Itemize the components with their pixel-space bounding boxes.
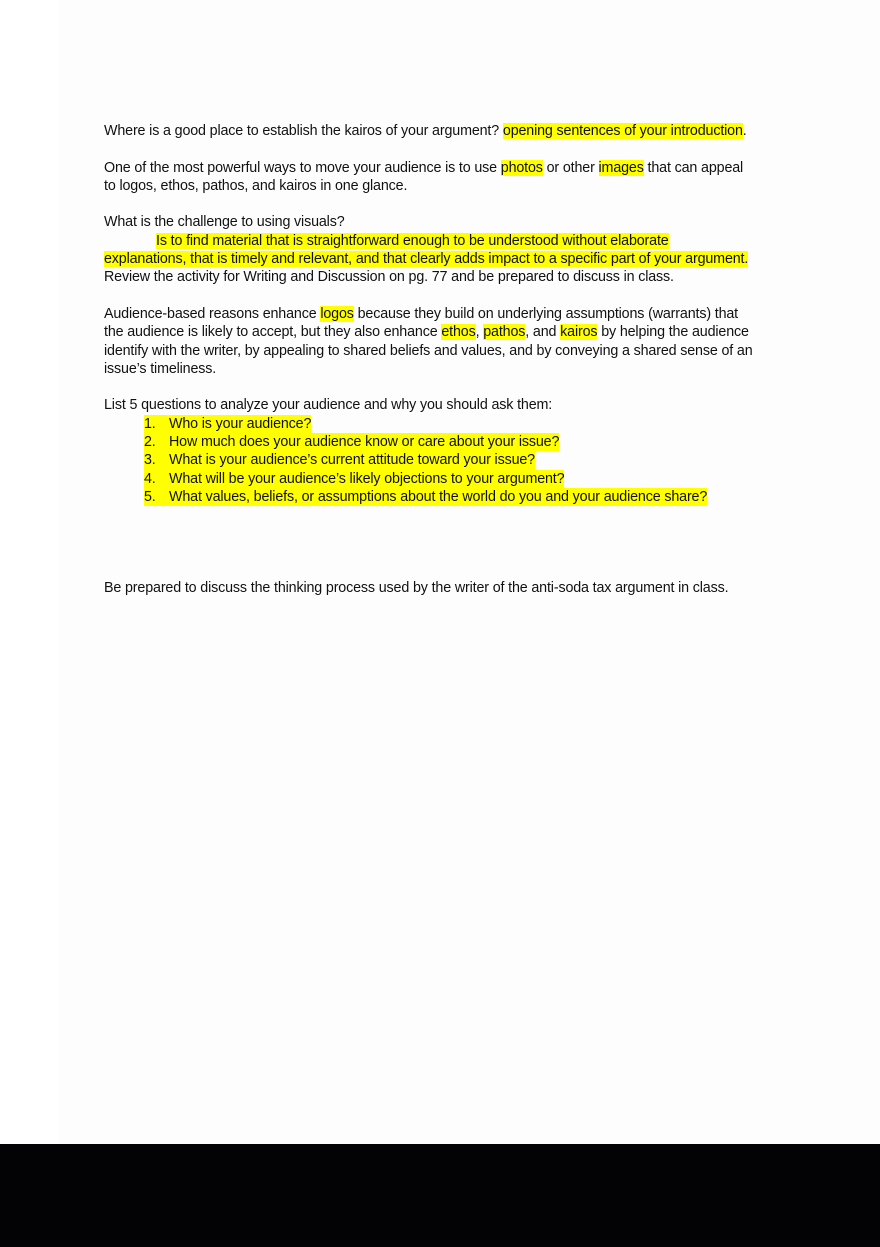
list-item-text: What values, beliefs, or assumptions about the world do you and your audience share?: [169, 488, 708, 505]
text-run: , and: [525, 324, 561, 341]
logos-highlight: logos: [320, 305, 354, 322]
kairos-highlight: kairos: [560, 324, 598, 341]
challenge-answer-highlight: explanations, that is timely and relevant, and that clearly adds impact to a specific part of your argument.: [104, 251, 749, 268]
pathos-highlight: pathos: [483, 324, 526, 341]
text-run: because they build on underlying assumptions (warrants) that: [353, 305, 738, 322]
challenge-answer-line-1: [104, 232, 784, 250]
visuals-paragraph-line-2: to logos, ethos, pathos, and kairos in one glance.: [104, 177, 408, 194]
list-item-text: Who is your audience?: [169, 415, 312, 432]
text-run: Audience-based reasons enhance: [104, 305, 321, 322]
list-item: [144, 451, 784, 469]
text-run: One of the most powerful ways to move your audience is to use: [104, 159, 501, 176]
text-run: ,: [475, 324, 484, 341]
list-item: [144, 470, 784, 488]
text-run: by helping the audience: [597, 324, 749, 341]
list-item-text: What will be your audience’s likely objections to your argument?: [169, 470, 565, 487]
audience-questions-list: [144, 415, 784, 506]
period: .: [742, 123, 747, 139]
audience-reasons-line-2: [104, 323, 784, 341]
visuals-paragraph-line-1: [104, 159, 784, 177]
challenge-answer-line-2: [104, 250, 784, 268]
audience-reasons-line-1: [104, 305, 784, 323]
ethos-highlight: ethos: [441, 324, 476, 341]
photos-highlight: photos: [500, 159, 543, 176]
list-number: 5.: [144, 488, 156, 505]
list-item-text: How much does your audience know or care about your issue?: [169, 434, 560, 451]
challenge-question: What is the challenge to using visuals?: [104, 214, 345, 231]
list-number: 1.: [144, 415, 156, 432]
list-number: 4.: [144, 470, 156, 487]
review-activity-note: Review the activity for Writing and Discussion on pg. 77 and be prepared to discuss in class.: [104, 269, 674, 286]
page-margin: [0, 0, 58, 1144]
images-highlight: images: [598, 159, 644, 176]
text-run: that can appeal: [643, 159, 744, 176]
text-run: the audience is likely to accept, but they also enhance: [104, 324, 442, 341]
kairos-question-line: [104, 122, 784, 140]
list-item-text: What is your audience’s current attitude toward your issue?: [169, 452, 535, 469]
list-item: [144, 415, 784, 433]
list-intro: List 5 questions to analyze your audience and why you should ask them:: [104, 397, 553, 414]
challenge-answer-highlight: Is to find material that is straightforward enough to be understood without elaborate: [156, 232, 669, 249]
kairos-question: Where is a good place to establish the kairos of your argument?: [104, 123, 503, 139]
viewer-bottom-background: [0, 1144, 880, 1247]
audience-reasons-line-4: issue’s timeliness.: [104, 360, 217, 377]
document-body: [104, 122, 784, 598]
list-number: 3.: [144, 452, 156, 469]
audience-reasons-line-3: identify with the writer, by appealing to shared beliefs and values, and by conveying a shared sense of an: [104, 342, 753, 359]
list-item: [144, 488, 784, 506]
list-number: 2.: [144, 434, 156, 451]
text-run: or other: [542, 159, 599, 176]
list-item: [144, 433, 784, 451]
kairos-answer-highlight: opening sentences of your introduction: [502, 123, 743, 139]
closing-note: Be prepared to discuss the thinking process used by the writer of the anti-soda tax argument in class.: [104, 580, 729, 597]
